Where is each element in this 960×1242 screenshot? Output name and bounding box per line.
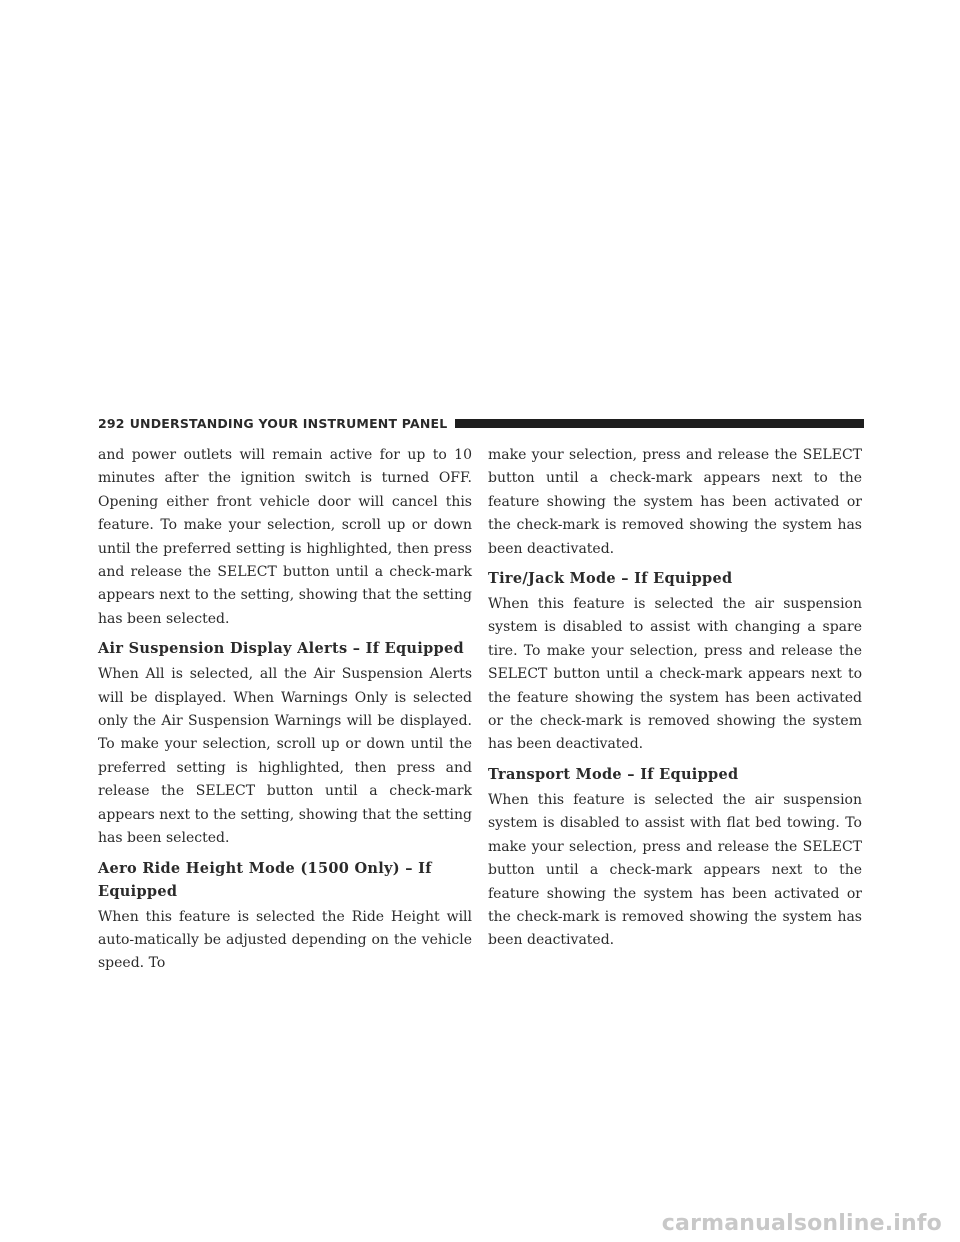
watermark-text: carmanualsonline.info <box>661 1211 942 1236</box>
transport-mode-heading: Transport Mode – If Equipped <box>488 765 739 783</box>
page-number: 292 <box>98 415 125 431</box>
section-title: UNDERSTANDING YOUR INSTRUMENT PANEL <box>129 415 448 431</box>
air-suspension-heading: Air Suspension Display Alerts – If Equipped <box>98 640 464 658</box>
page-header <box>98 415 864 431</box>
air-suspension-paragraph: When All is selected, all the Air Suspension Alerts will be displayed. When Warnings Only is selected only the Air Suspension Warnings will be displayed. To make your selection, scroll up or down until the preferred setting is highlighted, then press and release the SELECT button until a check-mark appears next to the setting, showing that the setting has been selected. <box>98 666 472 847</box>
aero-ride-height-paragraph-start: When this feature is selected the Ride Height will auto-matically be adjusted depending on the vehicle speed. To <box>98 908 472 972</box>
transport-mode-paragraph: When this feature is selected the air suspension system is disabled to assist with flat bed towing. To make your selection, press and release the SELECT button until a check-mark appears next to the feature showing the system has been activated or the check-mark is removed showing the system has been deactivated. <box>488 791 862 949</box>
right-column <box>488 444 862 953</box>
left-column <box>98 444 472 976</box>
intro-paragraph: and power outlets will remain active for up to 10 minutes after the ignition switch is turned OFF. Opening either front vehicle door will cancel this feature. To make your selection, scroll up or down until the preferred setting is highlighted, then press and release the SELECT button until a check-mark appears next to the setting, showing that the setting has been selected. <box>98 447 472 627</box>
aero-ride-height-paragraph-end: make your selection, press and release the SELECT button until a check-mark appears next to the feature showing the system has been activated or the check-mark is removed showing the system has been deactivated. <box>488 447 862 557</box>
aero-ride-height-heading: Aero Ride Height Mode (1500 Only) – If Equipped <box>98 859 432 900</box>
tire-jack-heading: Tire/Jack Mode – If Equipped <box>488 570 733 588</box>
tire-jack-paragraph: When this feature is selected the air suspension system is disabled to assist with changing a spare tire. To make your selection, press and release the SELECT button until a check-mark appears next to the feature showing the system has been activated or the check-mark is removed showing the system has been deactivated. <box>488 596 862 753</box>
header-rule <box>455 419 864 428</box>
